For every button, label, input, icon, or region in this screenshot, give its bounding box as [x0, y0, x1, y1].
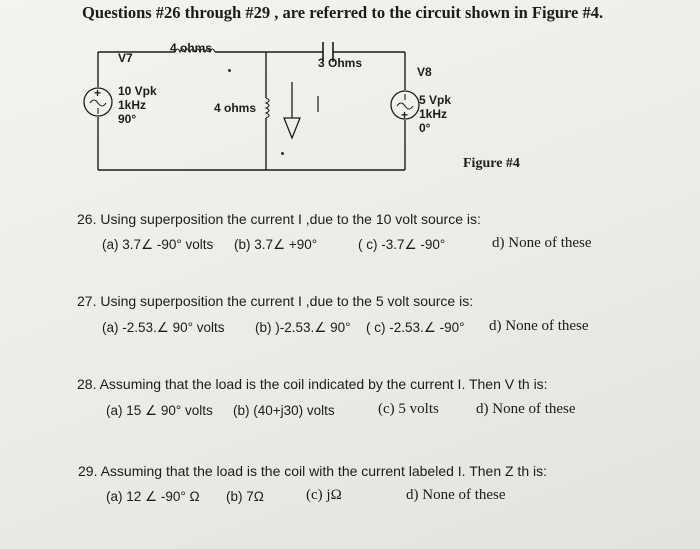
q28-option-a: (a) 15 ∠ 90° volts	[106, 403, 213, 418]
label-right-amplitude: 5 Vpk	[419, 93, 452, 107]
q28-option-d: d) None of these	[476, 401, 576, 417]
q26-option-a: (a) 3.7∠ -90° volts	[102, 237, 214, 252]
stray-dot	[228, 69, 231, 72]
q26-option-b: (b) 3.7∠ +90°	[234, 237, 318, 252]
stray-dot	[281, 152, 284, 155]
label-right-phase: 0°	[419, 121, 431, 135]
q29-option-d: d) None of these	[406, 487, 506, 503]
q28-option-b: (b) (40+j30) volts	[233, 403, 335, 418]
q27-option-c: ( c) -2.53.∠ -90°	[366, 320, 465, 335]
label-v8: V8	[417, 65, 432, 79]
q29-option-c: (c) jΩ	[306, 487, 342, 503]
q29-option-a: (a) 12 ∠ -90° Ω	[106, 489, 200, 504]
q27-option-d: d) None of these	[489, 318, 589, 334]
q26-option-d: d) None of these	[492, 235, 592, 251]
label-top-resistor: 4 ohms	[170, 41, 213, 55]
label-left-phase: 90°	[118, 112, 137, 126]
current-arrow	[284, 82, 300, 138]
label-v7: V7	[118, 51, 133, 65]
label-left-amplitude: 10 Vpk	[118, 84, 157, 98]
svg-text:+: +	[94, 86, 102, 100]
page-heading: Questions #26 through #29 , are referred to the circuit shown in Figure #4.	[82, 3, 604, 22]
label-right-frequency: 1kHz	[419, 107, 448, 121]
question-28: 28. Assuming that the load is the coil indicated by the current I. Then V th is:	[77, 376, 548, 392]
svg-text:+: +	[401, 108, 409, 122]
question-26: 26. Using superposition the current I ,due to the 10 volt source is:	[77, 211, 481, 227]
left-ac-source	[84, 86, 112, 116]
q27-option-b: (b) )-2.53.∠ 90°	[255, 320, 351, 335]
label-left-frequency: 1kHz	[118, 98, 147, 112]
figure-label: Figure #4	[463, 156, 520, 171]
label-middle-resistor: 4 ohms	[214, 101, 257, 115]
q26-option-c: ( c) -3.7∠ -90°	[358, 237, 446, 252]
question-27: 27. Using superposition the current I ,due to the 5 volt source is:	[77, 293, 474, 309]
circuit-figure	[0, 0, 700, 200]
right-ac-source	[391, 91, 419, 122]
question-29: 29. Assuming that the load is the coil with the current labeled I. Then Z th is:	[78, 463, 547, 479]
q28-option-c: (c) 5 volts	[378, 401, 439, 417]
q27-option-a: (a) -2.53.∠ 90° volts	[102, 320, 225, 335]
q29-option-b: (b) 7Ω	[226, 489, 264, 504]
label-capacitor: 3 Ohms	[318, 56, 363, 70]
middle-inductor	[266, 98, 269, 118]
label-current: I	[320, 109, 324, 123]
